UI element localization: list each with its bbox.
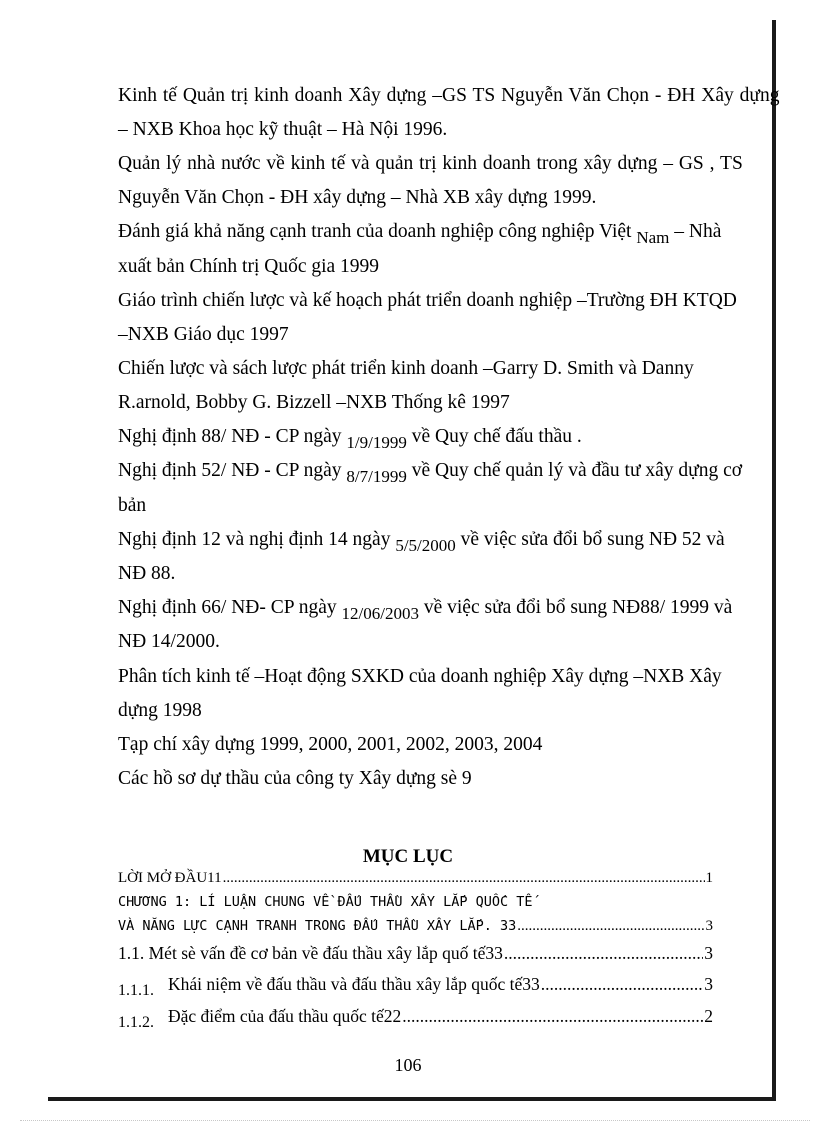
reference-text: về việc sửa đổi bổ sung NĐ 52 và	[460, 529, 725, 550]
reference-text: về việc sửa đổi bổ sung NĐ88/ 1999 và	[423, 597, 733, 618]
reference-line: Chiến lược và sách lược phát triển kinh doanh –Garry D. Smith và Danny	[118, 358, 694, 379]
reference-date: 8/7/1999	[346, 467, 407, 486]
reference-line: Kinh tế Quản trị kinh doanh Xây dựng –GS TS Nguyễn Văn Chọn - ĐH Xây dựng	[118, 85, 780, 106]
toc-entry-text: Khái niệm về đấu thầu và đấu thầu xây lắp quốc tế33	[168, 974, 540, 994]
reference-line: xuất bản Chính trị Quốc gia 1999	[118, 256, 380, 277]
toc-leader	[402, 1006, 703, 1027]
toc-leader	[223, 870, 705, 887]
reference-line: bản	[118, 495, 147, 516]
toc-title: MỤC LỤC	[362, 846, 454, 867]
toc-entry-text: LỜI MỞ ĐẦU11	[118, 870, 222, 886]
toc-leader	[541, 974, 703, 995]
toc-entry	[168, 1006, 713, 1027]
toc-entry-number: 1.1.2.	[118, 1014, 154, 1031]
toc-entry	[118, 943, 713, 964]
reference-line: Các hồ sơ dự thầu của công ty Xây dựng sè 9	[118, 768, 472, 789]
toc-entry-page: 3	[705, 918, 713, 934]
page-edge-dotted	[20, 1120, 810, 1121]
reference-text: Nam	[636, 228, 670, 247]
toc-entry-page: 3	[704, 943, 713, 963]
toc-entry	[168, 974, 713, 995]
reference-line: –NXB Giáo dục 1997	[118, 324, 289, 345]
reference-line: Giáo trình chiến lược và kế hoạch phát triển doanh nghiệp –Trường ĐH KTQD	[118, 290, 737, 311]
toc-entry-text: Đặc điểm của đấu thầu quốc tế22	[168, 1006, 402, 1026]
toc-entry-text: CHƯƠNG 1: LÍ LUẬN CHUNG VỀ ĐẤU THẦU XÂY LẮP QUỐC TẾ	[118, 894, 533, 910]
reference-line	[118, 220, 722, 247]
toc-leader	[517, 918, 704, 935]
reference-date: 1/9/1999	[346, 433, 407, 452]
reference-text: Đánh giá khả năng cạnh tranh của doanh nghiệp công nghiệp Việt	[118, 221, 632, 242]
reference-line: Nguyễn Văn Chọn - ĐH xây dựng – Nhà XB xây dựng 1999.	[118, 187, 597, 208]
reference-line	[118, 528, 725, 555]
reference-line	[118, 425, 582, 452]
reference-text: – Nhà	[674, 221, 722, 242]
reference-line: Phân tích kinh tế –Hoạt động SXKD của doanh nghiệp Xây dựng –NXB Xây	[118, 666, 722, 687]
reference-text: Nghị định 88/ NĐ - CP ngày	[118, 426, 342, 447]
reference-text: Nghị định 12 và nghị định 14 ngày	[118, 529, 391, 550]
toc-entry-number: 1.1.1.	[118, 982, 154, 999]
reference-line	[118, 459, 743, 486]
reference-line: Tạp chí xây dựng 1999, 2000, 2001, 2002, 2003, 2004	[118, 734, 543, 755]
reference-date: 5/5/2000	[395, 536, 456, 555]
reference-line: dựng 1998	[118, 700, 202, 721]
reference-line: Quản lý nhà nước về kinh tế và quản trị kinh doanh trong xây dựng – GS , TS	[118, 153, 743, 174]
toc-entry	[118, 918, 713, 935]
reference-text: về Quy chế đấu thầu .	[411, 426, 582, 447]
reference-text: về Quy chế quản lý và đầu tư xây dựng cơ	[411, 460, 743, 481]
reference-date: 12/06/2003	[341, 604, 419, 623]
toc-leader	[504, 943, 703, 964]
reference-line	[118, 596, 733, 623]
toc-entry	[118, 894, 713, 910]
reference-text: Nghị định 52/ NĐ - CP ngày	[118, 460, 342, 481]
toc-entry-page: 2	[704, 1006, 713, 1026]
toc-entry	[118, 870, 713, 887]
toc-entry-page: 1	[705, 870, 713, 886]
reference-line: R.arnold, Bobby G. Bizzell –NXB Thống kê 1997	[118, 392, 510, 413]
toc-entry-page: 3	[704, 974, 713, 994]
reference-line: NĐ 88.	[118, 563, 176, 584]
reference-line: – NXB Khoa học kỹ thuật – Hà Nội 1996.	[118, 119, 448, 140]
page-shadow-right	[772, 20, 776, 1100]
page-shadow-bottom	[48, 1097, 776, 1101]
reference-text: Nghị định 66/ NĐ- CP ngày	[118, 597, 337, 618]
toc-entry-text: 1.1. Mét sè vấn đề cơ bản về đấu thầu xây lắp quố tế33	[118, 943, 503, 963]
toc-entry-text: VÀ NĂNG LỰC CẠNH TRANH TRONG ĐẤU THẦU XÂY LẮP. 33	[118, 918, 517, 934]
reference-line: NĐ 14/2000.	[118, 631, 220, 652]
page-number: 106	[394, 1055, 422, 1075]
